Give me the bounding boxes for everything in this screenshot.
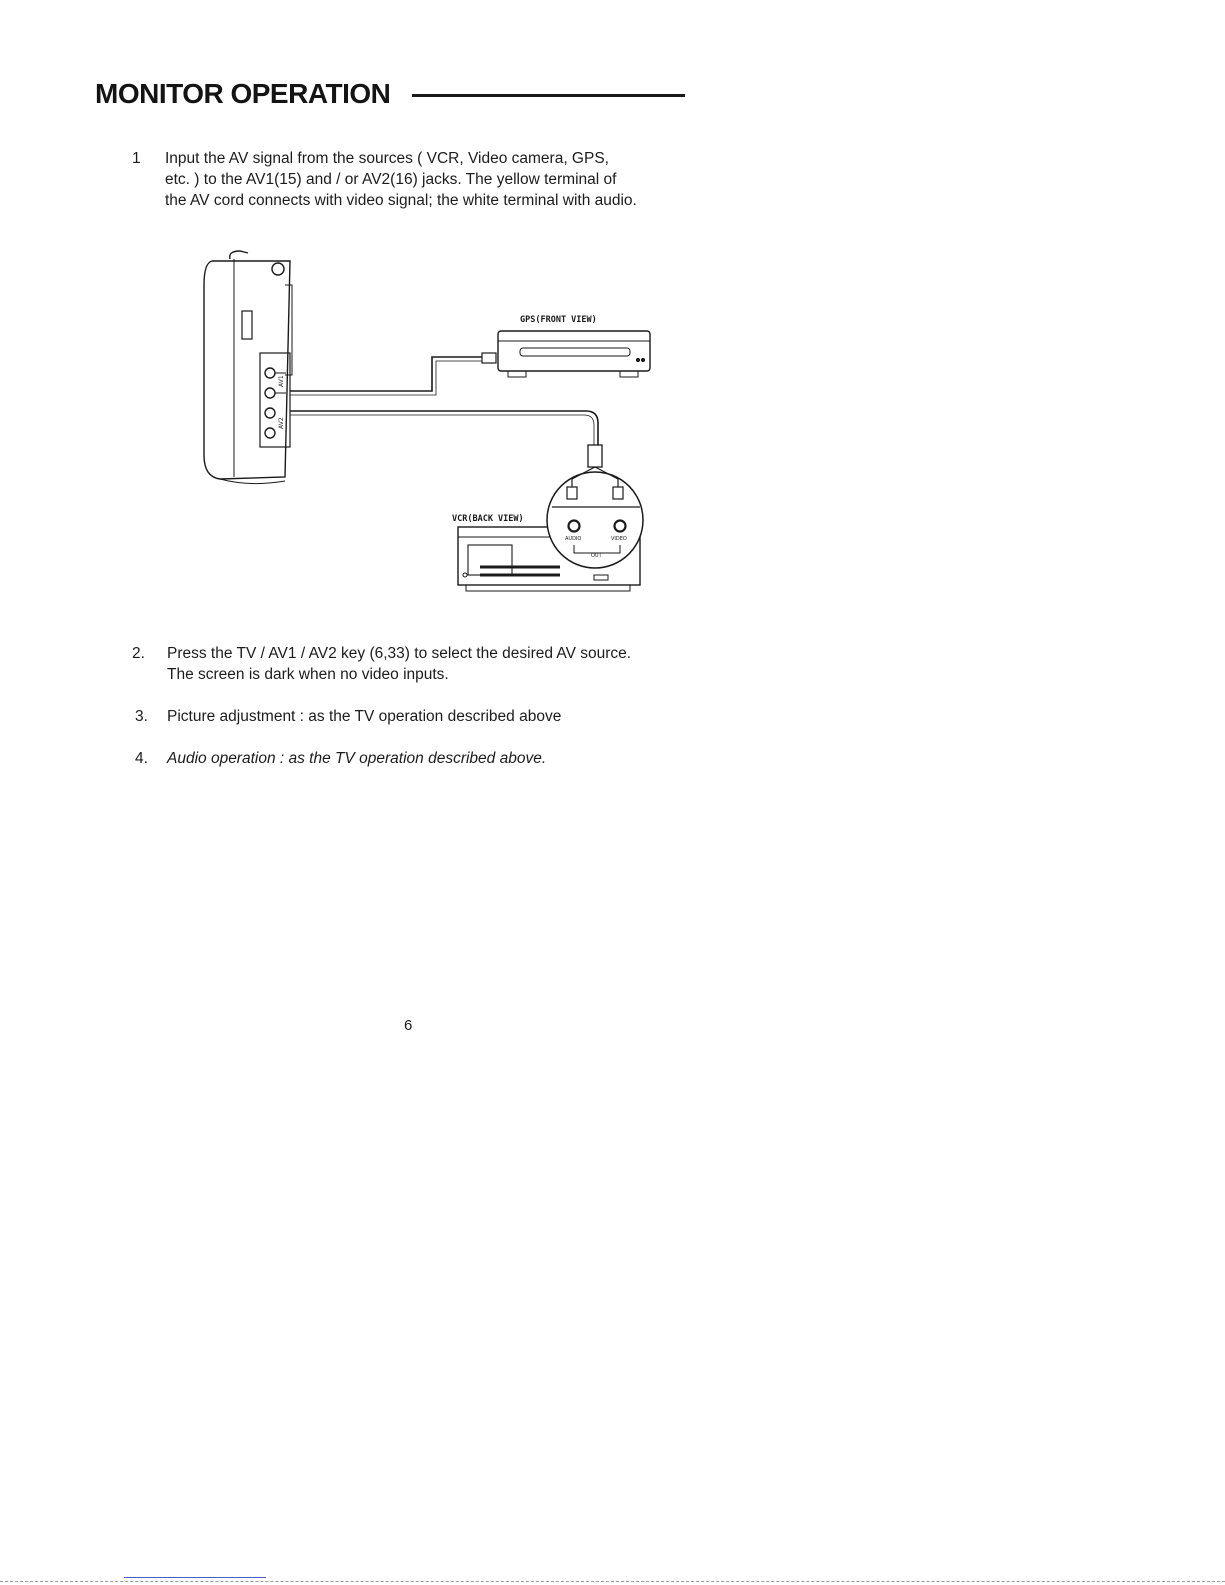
monitor-av2-label: AV2	[278, 417, 285, 429]
vcr-plug-body	[588, 445, 602, 467]
step-line: etc. ) to the AV1(15) and / or AV2(16) jacks. The yellow terminal of	[165, 171, 617, 188]
monitor-side-view	[204, 251, 292, 484]
gps-front-view	[482, 331, 650, 377]
page-number: 6	[404, 1017, 413, 1034]
step-text	[165, 148, 637, 211]
footer-rule	[0, 1581, 1225, 1582]
step-number: 1	[132, 150, 141, 167]
page-title: MONITOR OPERATION	[95, 78, 391, 109]
jack-av2-audio	[265, 428, 275, 438]
step-2	[0, 643, 760, 687]
step-1	[0, 148, 760, 218]
monitor-knob	[272, 263, 284, 275]
gps-slot	[520, 348, 630, 356]
step-text	[167, 706, 561, 727]
step-number: 3.	[135, 708, 148, 725]
jack-av1-video	[265, 368, 275, 378]
vcr-jack-magnifier	[547, 445, 643, 568]
monitor-handle	[230, 251, 248, 259]
step-line: Picture adjustment : as the TV operation described above	[167, 708, 562, 725]
step-line: the AV cord connects with video signal; the white terminal with audio.	[165, 192, 637, 209]
monitor-base	[220, 479, 285, 484]
gps-body	[498, 331, 650, 371]
step-line: The screen is dark when no video inputs.	[167, 666, 449, 683]
vcr-out-label: OUT	[591, 553, 602, 559]
monitor-body	[204, 261, 290, 479]
step-line: Press the TV / AV1 / AV2 key (6,33) to select the desired AV source.	[167, 645, 632, 662]
monitor-side-slot	[242, 311, 252, 339]
vcr-jack-video	[615, 521, 626, 532]
jack-av2-video	[265, 408, 275, 418]
cable-to-vcr	[290, 411, 598, 445]
step-line: Audio operation : as the TV operation described above.	[167, 750, 547, 767]
step-number: 4.	[135, 750, 148, 767]
vcr-plug-audio	[567, 487, 577, 499]
cable-to-gps	[290, 357, 482, 391]
cable-to-gps-inner	[290, 361, 482, 395]
step-line: Input the AV signal from the sources ( VCR, Video camera, GPS,	[165, 150, 609, 167]
monitor-av1-label: AV1	[278, 375, 285, 387]
step-3	[0, 706, 760, 728]
connection-diagram	[190, 245, 670, 605]
step-4	[0, 748, 760, 770]
vcr-audio-label: AUDIO	[565, 536, 582, 542]
jack-av1-audio	[265, 388, 275, 398]
step-text	[167, 748, 546, 769]
cable-to-vcr-inner	[290, 415, 594, 445]
gps-label: GPS(FRONT VIEW)	[520, 315, 597, 325]
vcr-label: VCR(BACK VIEW)	[452, 514, 524, 524]
gps-plug	[482, 353, 496, 363]
step-text	[167, 643, 631, 685]
vcr-jack-audio	[569, 521, 580, 532]
vcr-panel	[468, 545, 512, 575]
title-rule	[412, 94, 685, 97]
vcr-video-label: VIDEO	[611, 536, 627, 542]
step-number: 2.	[132, 645, 145, 662]
footer-link-underline	[124, 1577, 266, 1578]
vcr-plug-video	[613, 487, 623, 499]
